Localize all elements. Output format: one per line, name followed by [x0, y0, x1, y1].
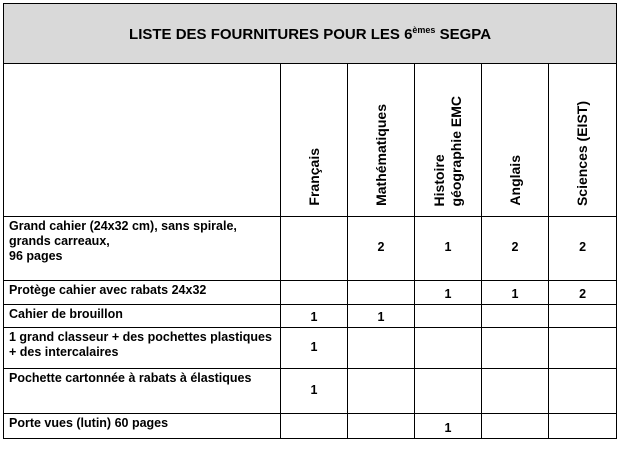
quantity-cell — [549, 305, 617, 328]
quantity-cell: 2 — [348, 217, 415, 281]
quantity-cell: 1 — [281, 305, 348, 328]
subject-label: Anglais — [506, 155, 523, 206]
subject-header-francais — [281, 64, 348, 217]
quantity-cell: 2 — [482, 217, 549, 281]
quantity-cell — [281, 217, 348, 281]
title-suffix: SEGPA — [435, 25, 492, 43]
supply-table — [3, 3, 617, 439]
quantity-cell: 1 — [482, 281, 549, 305]
item-label — [4, 217, 281, 281]
table-row — [4, 414, 617, 439]
quantity-cell — [348, 369, 415, 414]
table-row — [4, 328, 617, 369]
quantity-cell — [348, 328, 415, 369]
subject-header-sciences — [549, 64, 617, 217]
subject-label: Sciences (EIST) — [574, 100, 591, 206]
quantity-cell — [281, 414, 348, 439]
quantity-cell — [482, 328, 549, 369]
quantity-cell — [348, 281, 415, 305]
empty-corner-cell — [4, 64, 281, 217]
quantity-cell — [482, 414, 549, 439]
quantity-cell — [415, 328, 482, 369]
quantity-cell: 1 — [415, 217, 482, 281]
table-row — [4, 369, 617, 414]
quantity-cell: 1 — [281, 328, 348, 369]
quantity-cell — [549, 369, 617, 414]
quantity-cell: 1 — [281, 369, 348, 414]
item-label: Pochette cartonnée à rabats à élastiques — [4, 369, 281, 414]
quantity-cell: 1 — [348, 305, 415, 328]
item-label: Porte vues (lutin) 60 pages — [4, 414, 281, 439]
subject-header-histoire-geographie — [415, 64, 482, 217]
quantity-cell: 1 — [415, 414, 482, 439]
item-label: 1 grand classeur + des pochettes plastiques + des intercalaires — [4, 328, 281, 369]
quantity-cell: 2 — [549, 281, 617, 305]
item-label: Protège cahier avec rabats 24x32 — [4, 281, 281, 305]
quantity-cell — [415, 369, 482, 414]
quantity-cell — [348, 414, 415, 439]
table-row — [4, 305, 617, 328]
subject-header-anglais — [482, 64, 549, 217]
subject-header-row — [4, 64, 617, 217]
subject-label: Histoire géographie EMC — [431, 95, 464, 206]
subject-label: Mathématiques — [372, 104, 389, 206]
quantity-cell — [281, 281, 348, 305]
quantity-cell: 2 — [549, 217, 617, 281]
subject-header-mathematiques — [348, 64, 415, 217]
quantity-cell — [482, 369, 549, 414]
table-row — [4, 217, 617, 281]
quantity-cell — [549, 414, 617, 439]
item-label: Cahier de brouillon — [4, 305, 281, 328]
title-superscript: èmes — [412, 24, 436, 35]
quantity-cell — [415, 305, 482, 328]
table-row — [4, 281, 617, 305]
item-text: Grand cahier (24x32 cm), sans spirale, grands carreaux, 96 pages — [9, 219, 237, 263]
quantity-cell: 1 — [415, 281, 482, 305]
quantity-cell — [549, 328, 617, 369]
subject-label: Français — [305, 148, 322, 206]
quantity-cell — [482, 305, 549, 328]
title-text: LISTE DES FOURNITURES POUR LES 6 — [129, 25, 413, 43]
table-title — [4, 4, 617, 64]
